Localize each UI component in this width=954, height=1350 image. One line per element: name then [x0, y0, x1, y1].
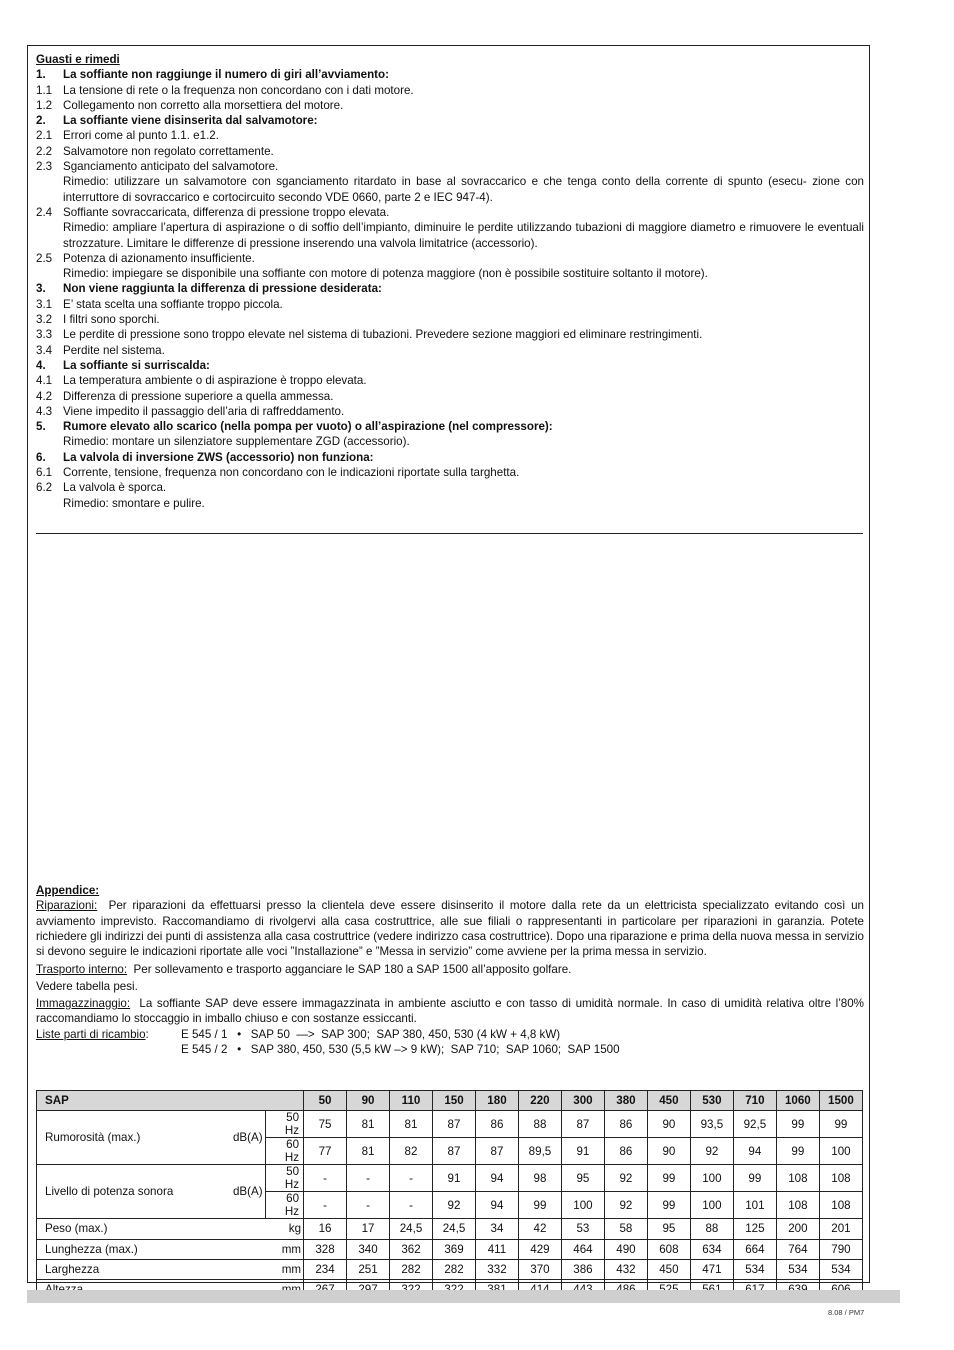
table-row [37, 1165, 863, 1192]
troubleshooting-item [36, 404, 864, 419]
table-cell: 86 [604, 1111, 647, 1138]
transport-note: Vedere tabella pesi. [36, 979, 138, 993]
table-cell: 108 [819, 1192, 862, 1219]
spare-parts-line: E 545 / 1 • SAP 50 —> SAP 300; SAP 380, 450, 530 (4 kW + 4,8 kW) [181, 1027, 561, 1041]
row-label: Larghezza [37, 1259, 266, 1279]
table-cell: 99 [733, 1165, 776, 1192]
table-cell: 100 [819, 1138, 862, 1165]
item-text: Rimedio: montare un silenziatore supplementare ZGD (accessorio). [63, 435, 410, 449]
table-cell: 101 [733, 1192, 776, 1219]
troubleshooting-item [36, 159, 864, 174]
table-cell: 764 [776, 1239, 819, 1259]
item-text: La valvola è sporca. [63, 481, 167, 495]
table-cell: 81 [347, 1111, 390, 1138]
troubleshooting-item [36, 128, 864, 143]
item-text: La temperatura ambiente o di aspirazione è troppo elevata. [63, 374, 367, 388]
table-cell: 89,5 [518, 1138, 561, 1165]
item-text: Corrente, tensione, frequenza non concordano con le indicazioni riportate sulla targhetta. [63, 466, 520, 480]
item-number: 2. [36, 114, 46, 128]
item-text: I filtri sono sporchi. [63, 313, 160, 327]
repairs-label: Riparazioni: [36, 899, 98, 913]
table-cell: - [390, 1165, 433, 1192]
troubleshooting-item [36, 220, 864, 251]
table-cell: 91 [433, 1165, 476, 1192]
item-text: Sganciamento anticipato del salvamotore. [63, 160, 279, 174]
table-cell: 534 [733, 1259, 776, 1279]
model-header: 450 [647, 1091, 690, 1111]
table-cell: 125 [733, 1219, 776, 1239]
table-cell: 24,5 [433, 1219, 476, 1239]
table-cell: 282 [390, 1259, 433, 1279]
model-header: 1060 [776, 1091, 819, 1111]
item-number: 6. [36, 450, 46, 464]
table-row [37, 1239, 863, 1259]
troubleshooting-item [36, 480, 864, 495]
frequency-label: 60 Hz [265, 1138, 303, 1165]
table-cell: 99 [518, 1192, 561, 1219]
table-cell: 88 [690, 1219, 733, 1239]
model-header: 530 [690, 1091, 733, 1111]
row-unit: dB(A) [224, 1111, 265, 1165]
model-header: 50 [304, 1091, 347, 1111]
table-cell: - [304, 1192, 347, 1219]
table-row [37, 1259, 863, 1279]
storage-paragraph [36, 996, 864, 1027]
table-cell: 100 [690, 1192, 733, 1219]
item-number: 2.4 [36, 205, 53, 219]
table-cell: 90 [647, 1138, 690, 1165]
item-number: 2.5 [36, 251, 53, 265]
table-cell: 92,5 [733, 1111, 776, 1138]
table-cell: 234 [304, 1259, 347, 1279]
table-cell: 81 [347, 1138, 390, 1165]
model-header: 90 [347, 1091, 390, 1111]
item-number: 1.1 [36, 83, 53, 97]
table-cell: 108 [776, 1192, 819, 1219]
row-unit: kg [265, 1219, 303, 1239]
table-header-sap: SAP [37, 1091, 304, 1111]
item-number: 6.2 [36, 481, 53, 495]
repairs-text: Per riparazioni da effettuarsi presso la clientela deve essere disinserito il motore dalla rete da un elettricista specializzato evitando così un avviamento imprevisto. Raccomandiamo di rivolgervi alla casa costruttrice, alle sue filiali o rappresentanti in particolare per riparazioni in garanzia. Potete richiedere gli indirizzi dei punti di assistenza alla casa costruttrice (vedere indirizzo casa costruttrice). Dopo una riparazione e prima della nuova messa in servizio si devono seguire le indicazioni riportate alle voci ”Installazione” e ”Messa in servizio” come avviene per la prima messa in servizio. [36, 899, 864, 959]
bottom-bar [27, 1290, 900, 1303]
table-cell: 386 [561, 1259, 604, 1279]
table-header-row [37, 1091, 863, 1111]
item-text: Differenza di pressione superiore a quella ammessa. [63, 389, 334, 403]
item-number: 3.1 [36, 297, 53, 311]
table-cell: 251 [347, 1259, 390, 1279]
table-cell: 790 [819, 1239, 862, 1259]
table-cell: 82 [390, 1138, 433, 1165]
transport-paragraph [36, 962, 864, 977]
troubleshooting-item [36, 450, 864, 465]
item-text: E’ stata scelta una soffiante troppo piccola. [63, 297, 283, 311]
appendix-section [36, 883, 864, 1057]
table-cell: 98 [518, 1165, 561, 1192]
item-number: 2.3 [36, 160, 53, 174]
troubleshooting-item [36, 389, 864, 404]
table-cell: 340 [347, 1239, 390, 1259]
troubleshooting-item [36, 251, 864, 266]
item-number: 4. [36, 358, 46, 372]
frequency-label: 60 Hz [265, 1192, 303, 1219]
item-text: La soffiante viene disinserita dal salvamotore: [63, 114, 318, 128]
table-cell: 99 [776, 1138, 819, 1165]
table-cell: 53 [561, 1219, 604, 1239]
model-header: 220 [518, 1091, 561, 1111]
item-number [36, 174, 63, 205]
troubleshooting-item [36, 266, 864, 281]
table-cell: - [390, 1192, 433, 1219]
storage-label: Immagazzinaggio: [36, 997, 131, 1011]
row-unit: mm [265, 1259, 303, 1279]
table-row [37, 1111, 863, 1138]
storage-text: La soffiante SAP deve essere immagazzinata in ambiente asciutto e con tasso di umidità normale. In caso di umidità relativa oltre l’80% raccomandiamo lo stoccaggio in imballo chiuso e con sostanze essiccanti. [36, 997, 864, 1026]
item-text: Non viene raggiunta la differenza di pressione desiderata: [63, 282, 382, 296]
table-row [37, 1219, 863, 1239]
table-cell: 92 [690, 1138, 733, 1165]
table-cell: 332 [475, 1259, 518, 1279]
table-cell: 86 [475, 1111, 518, 1138]
transport-label: Trasporto interno: [36, 963, 128, 977]
table-cell: 87 [433, 1111, 476, 1138]
troubleshooting-section [36, 52, 864, 511]
troubleshooting-item [36, 297, 864, 312]
sap-specs-table [36, 1090, 863, 1300]
model-header: 180 [475, 1091, 518, 1111]
table-cell: 282 [433, 1259, 476, 1279]
row-label: Livello di potenza sonora [37, 1165, 224, 1219]
row-label: Lunghezza (max.) [37, 1239, 266, 1259]
item-text: Le perdite di pressione sono troppo elevate nel sistema di tubazioni. Prevedere sezione maggiori ed eliminare restringimenti. [63, 328, 703, 342]
item-number: 4.3 [36, 404, 53, 418]
table-cell: 471 [690, 1259, 733, 1279]
table-cell: 608 [647, 1239, 690, 1259]
troubleshooting-item [36, 434, 864, 449]
table-cell: 108 [819, 1165, 862, 1192]
table-cell: 94 [733, 1138, 776, 1165]
item-text: Viene impedito il passaggio dell’aria di raffreddamento. [63, 404, 345, 418]
table-cell: 75 [304, 1111, 347, 1138]
transport-text: Per sollevamento e trasporto agganciare le SAP 180 a SAP 1500 all’apposito golfare. [133, 963, 572, 977]
troubleshooting-item [36, 496, 864, 511]
table-cell: 58 [604, 1219, 647, 1239]
table-cell: 369 [433, 1239, 476, 1259]
spare-parts [36, 1027, 864, 1058]
item-number: 2.1 [36, 129, 53, 143]
table-cell: 92 [604, 1192, 647, 1219]
item-text: La tensione di rete o la frequenza non concordano con i dati motore. [63, 83, 414, 97]
table-cell: 87 [475, 1138, 518, 1165]
table-cell: 429 [518, 1239, 561, 1259]
table-cell: - [347, 1192, 390, 1219]
spare-parts-line: E 545 / 2 • SAP 380, 450, 530 (5,5 kW –> 9 kW); SAP 710; SAP 1060; SAP 1500 [181, 1042, 620, 1056]
table-cell: 490 [604, 1239, 647, 1259]
item-number: 5. [36, 420, 46, 434]
table-cell: - [347, 1165, 390, 1192]
table-cell: 87 [561, 1111, 604, 1138]
repairs-paragraph [36, 898, 864, 959]
table-cell: 95 [561, 1165, 604, 1192]
item-number: 3.4 [36, 343, 53, 357]
model-header: 300 [561, 1091, 604, 1111]
troubleshooting-item [36, 281, 864, 296]
table-cell: 87 [433, 1138, 476, 1165]
model-header: 710 [733, 1091, 776, 1111]
item-number: 2.2 [36, 144, 53, 158]
table-cell: 24,5 [390, 1219, 433, 1239]
item-number: 1. [36, 68, 46, 82]
section-divider [36, 533, 863, 534]
table-cell: - [304, 1165, 347, 1192]
table-cell: 42 [518, 1219, 561, 1239]
row-label: Rumorosità (max.) [37, 1111, 224, 1165]
table-cell: 328 [304, 1239, 347, 1259]
troubleshooting-item [36, 67, 864, 82]
troubleshooting-item [36, 205, 864, 220]
model-header: 1500 [819, 1091, 862, 1111]
table-cell: 81 [390, 1111, 433, 1138]
troubleshooting-item [36, 312, 864, 327]
troubleshooting-item [36, 419, 864, 434]
table-cell: 86 [604, 1138, 647, 1165]
row-label: Peso (max.) [37, 1219, 266, 1239]
table-cell: 100 [690, 1165, 733, 1192]
item-number [36, 266, 63, 281]
table-cell: 99 [647, 1192, 690, 1219]
troubleshooting-list [36, 67, 864, 511]
troubleshooting-item [36, 98, 864, 113]
troubleshooting-item [36, 113, 864, 128]
item-number: 6.1 [36, 466, 53, 480]
table-cell: 362 [390, 1239, 433, 1259]
table-cell: 17 [347, 1219, 390, 1239]
table-cell: 34 [475, 1219, 518, 1239]
table-cell: 92 [433, 1192, 476, 1219]
frequency-label: 50 Hz [265, 1165, 303, 1192]
table-cell: 432 [604, 1259, 647, 1279]
table-cell: 534 [819, 1259, 862, 1279]
item-text: Potenza di azionamento insufficiente. [63, 251, 255, 265]
item-number [36, 220, 63, 251]
troubleshooting-item [36, 174, 864, 205]
item-number [36, 496, 63, 511]
table-cell: 411 [475, 1239, 518, 1259]
table-cell: 534 [776, 1259, 819, 1279]
item-number: 1.2 [36, 98, 53, 112]
model-header: 380 [604, 1091, 647, 1111]
troubleshooting-item [36, 358, 864, 373]
table-cell: 88 [518, 1111, 561, 1138]
troubleshooting-item [36, 343, 864, 358]
table-cell: 370 [518, 1259, 561, 1279]
item-text: La soffiante non raggiunge il numero di giri all’avviamento: [63, 68, 389, 82]
item-text: La valvola di inversione ZWS (accessorio) non funziona: [63, 450, 374, 464]
table-cell: 92 [604, 1165, 647, 1192]
model-header: 150 [433, 1091, 476, 1111]
table-cell: 99 [819, 1111, 862, 1138]
table-cell: 16 [304, 1219, 347, 1239]
table-cell: 108 [776, 1165, 819, 1192]
table-cell: 94 [475, 1192, 518, 1219]
item-text: Rumore elevato allo scarico (nella pompa per vuoto) o all’aspirazione (nel compressore): [63, 420, 553, 434]
item-text: Salvamotore non regolato correttamente. [63, 144, 274, 158]
table-cell: 201 [819, 1219, 862, 1239]
item-number: 3.2 [36, 313, 53, 327]
item-text: Errori come al punto 1.1. e1.2. [63, 129, 219, 143]
table-cell: 100 [561, 1192, 604, 1219]
item-text: La soffiante si surriscalda: [63, 358, 210, 372]
table-cell: 99 [647, 1165, 690, 1192]
table-cell: 77 [304, 1138, 347, 1165]
table-cell: 95 [647, 1219, 690, 1239]
troubleshooting-item [36, 327, 864, 342]
troubleshooting-item [36, 144, 864, 159]
item-number: 4.1 [36, 374, 53, 388]
row-unit: dB(A) [224, 1165, 265, 1219]
table-cell: 94 [475, 1165, 518, 1192]
item-text: Rimedio: smontare e pulire. [63, 496, 205, 510]
table-cell: 464 [561, 1239, 604, 1259]
item-text: Rimedio: utilizzare un salvamotore con sganciamento ritardato in base al sovraccarico e che tenga conto della corrente di spunto (esecu- zione con interruttore di sovraccarico e cortocircuito secondo VDE 0660, parte 2 e IEC 947-4). [63, 175, 864, 204]
item-number [36, 434, 63, 449]
model-header: 110 [390, 1091, 433, 1111]
table-cell: 91 [561, 1138, 604, 1165]
item-number: 4.2 [36, 389, 53, 403]
item-text: Rimedio: impiegare se disponibile una soffiante con motore di potenza maggiore (non è possibile sostituire soltanto il motore). [63, 267, 708, 281]
item-number: 3.3 [36, 328, 53, 342]
table-cell: 93,5 [690, 1111, 733, 1138]
troubleshooting-item [36, 373, 864, 388]
table-cell: 99 [776, 1111, 819, 1138]
table-cell: 664 [733, 1239, 776, 1259]
troubleshooting-item [36, 83, 864, 98]
troubleshooting-item [36, 465, 864, 480]
troubleshooting-title: Guasti e rimedi [36, 53, 120, 66]
appendix-title: Appendice: [36, 884, 100, 897]
item-number: 3. [36, 282, 46, 296]
table-cell: 200 [776, 1219, 819, 1239]
table-cell: 90 [647, 1111, 690, 1138]
item-text: Rimedio: ampliare l’apertura di aspirazione o di soffio dell’impianto, diminuire le perdite utilizzando tubazioni di maggiore diametro e rimuovere le eventuali strozzature. Limitare le differenze di pressione inserendo una valvola limitatrice (accessorio). [63, 221, 864, 250]
frequency-label: 50 Hz [265, 1111, 303, 1138]
item-text: Soffiante sovraccaricata, differenza di pressione troppo elevata. [63, 205, 390, 219]
spare-parts-label: Liste parti di ricambio [36, 1027, 146, 1041]
spare-parts-colon: : [145, 1027, 149, 1041]
item-text: Perdite nel sistema. [63, 343, 165, 357]
row-unit: mm [265, 1239, 303, 1259]
table-cell: 450 [647, 1259, 690, 1279]
table-cell: 634 [690, 1239, 733, 1259]
footer-code: 8.08 / PM7 [828, 1308, 865, 1317]
item-text: Collegamento non corretto alla morsettiera del motore. [63, 98, 344, 112]
